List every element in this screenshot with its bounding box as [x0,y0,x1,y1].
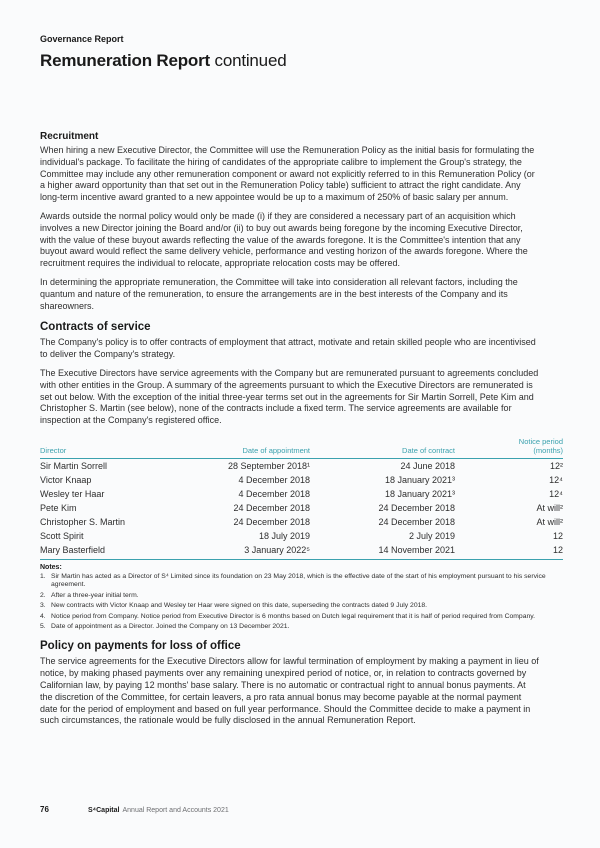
contracts-table [40,437,563,560]
column-header-notice-line1: Notice period [518,436,563,446]
note-text: After a three-year initial term. [51,591,139,599]
column-header-contract: Date of contract [310,437,455,459]
cell-notice: 12 [552,530,563,541]
paragraph: The service agreements for the Executive Directors allow for lawful termination of employment by making a payment in lieu of notice, by making phased payments over any remaining unexpired period of notice, or, in relation to contracts governed by Californian law, by paying 12 months' base salary. There is no automatic or contractual right to annual bonus payments. At the discretion of the Committee, for certain leavers, a pro rata annual bonus may become payable at the normal payment date for the period of employment and based on full year performance. Should the Committee decide to make a payment in such circumstances, the rationale would be fully disclosed in the annual Remuneration Report. [40,656,539,726]
table-header-row [40,437,563,459]
table-row [40,473,563,487]
note-item [40,623,563,631]
note-item [40,602,563,610]
cell-notice: At will² [536,516,563,527]
note-text: Date of appointment as a Director. Joined the Company on 13 December 2021. [51,622,290,630]
paragraph: The Company's policy is to offer contracts of employment that attract, motivate and retain skilled people who are incentivised to deliver the Company's strategy. [40,337,536,360]
report-title: Annual Report and Accounts 2021 [122,807,229,814]
cell-appointment: 18 July 2019 [258,530,310,541]
cell-appointment: 28 September 2018¹ [227,460,310,471]
cell-appointment: 3 January 2022⁵ [200,543,310,560]
recruitment-section [40,145,540,312]
policy-section [40,656,540,727]
paragraph: The Executive Directors have service agreements with the Company but are remunerated pursuant to agreements concluded with other entities in the Group. A summary of the agreements pursuant to which the Executive Directors are remunerated is set out below. With the exception of the initial three-year terms set out in the agreements for Sir Martin Sorrell, Pete Kim and Christopher S. Martin (see below), none of the contracts include a fixed term. The service agreements are available for inspection at the Company's registered office. [40,367,539,426]
page-title-main: Remuneration Report [40,51,210,70]
cell-contract: 14 November 2021 [310,543,455,560]
column-header-notice-line2: (months) [533,445,563,455]
cell-contract: 24 December 2018 [378,516,455,527]
cell-appointment: 4 December 2018 [238,488,310,499]
table-notes [40,564,563,631]
note-number: 4. [40,612,46,620]
page-title [40,51,563,71]
column-header-notice [455,437,563,459]
cell-appointment: 4 December 2018 [238,474,310,485]
heading-contracts-of-service: Contracts of service [40,321,151,334]
cell-contract: 2 July 2019 [408,530,455,541]
breadcrumb: Governance Report [40,34,124,44]
cell-director: Christopher S. Martin [40,516,126,527]
table-row [40,487,563,501]
heading-policy-loss-of-office: Policy on payments for loss of office [40,640,241,653]
column-header-director: Director [40,437,200,459]
table-row [40,501,563,515]
cell-notice: 12² [549,460,563,471]
note-text: Sir Martin has acted as a Director of S⁴ Limited since its foundation on 23 May 2018, which is the effective date of the start of his employment pursuant to his service agreement. [51,572,546,589]
cell-appointment: 24 December 2018 [233,516,310,527]
page-footer [40,805,229,814]
cell-contract: 18 January 2021³ [384,474,455,485]
cell-notice: 12⁴ [549,488,563,499]
note-number: 3. [40,602,46,610]
company-brand: S⁴Capital [88,807,120,814]
cell-contract: 24 December 2018 [378,502,455,513]
note-number: 5. [40,622,46,630]
page-number: 76 [40,805,49,814]
note-item [40,613,563,621]
cell-director: Wesley ter Haar [40,488,105,499]
page-title-continued: continued [210,51,287,70]
note-text: Notice period from Company. Notice period from Executive Director is 6 months based on Dutch legal requirement that it is half of period required from Company. [51,612,536,620]
cell-appointment: 24 December 2018 [233,502,310,513]
paragraph: In determining the appropriate remuneration, the Committee will take into consideration all relevant factors, including the quantum and nature of the remuneration, to ensure the arrangements are in the best interests of the Company and its shareowners. [40,276,518,311]
note-number: 1. [40,572,46,580]
cell-contract: 18 January 2021³ [384,488,455,499]
table-row [40,543,563,560]
table-row [40,458,563,473]
table-row [40,515,563,529]
notes-label: Notes: [40,563,62,571]
cell-notice: 12 [455,543,563,560]
note-item [40,573,563,590]
cell-director: Mary Basterfield [40,543,200,560]
contracts-section [40,337,540,427]
note-item [40,592,563,600]
note-text: New contracts with Victor Knaap and Wesley ter Haar were signed on this date, superseding the contracts dated 9 July 2018. [51,602,428,610]
cell-contract: 24 June 2018 [400,460,455,471]
cell-notice: 12⁴ [549,474,563,485]
cell-director: Victor Knaap [40,474,92,485]
cell-notice: At will² [536,502,563,513]
cell-director: Pete Kim [40,502,77,513]
cell-director: Scott Spirit [40,530,84,541]
paragraph: When hiring a new Executive Director, the Committee will use the Remuneration Policy as the initial basis for formulating the individual's package. To facilitate the hiring of candidates of the appropriate calibre to implement the Group's strategy, the Committee may include any other remuneration component or award not explicitly referred to in this Remuneration Policy (or a higher award opportunity than that set out in the Remuneration Policy table) sufficient to attract the right candidate. Any long-term incentive award granted to a new appointee would be up to a maximum of 250% of basic salary per annum. [40,145,535,203]
note-number: 2. [40,591,46,599]
column-header-appointment: Date of appointment [200,437,310,459]
paragraph: Awards outside the normal policy would only be made (i) if they are considered a necessary part of an acquisition which involves a new Director joining the Board and/or (ii) to buy out awards being foregone by the incoming Executive Director, with the value of these buyout awards reflecting the value of the awards foregone. It is the Committee's intention that any buyout award would reflect the same delivery vehicle, performance and vesting horizon of the awards foregone. Where the recruitment requires the individual to relocate, appropriate relocation costs may be offered. [40,210,528,269]
heading-recruitment: Recruitment [40,131,99,142]
table-row [40,529,563,543]
cell-director: Sir Martin Sorrell [40,460,108,471]
